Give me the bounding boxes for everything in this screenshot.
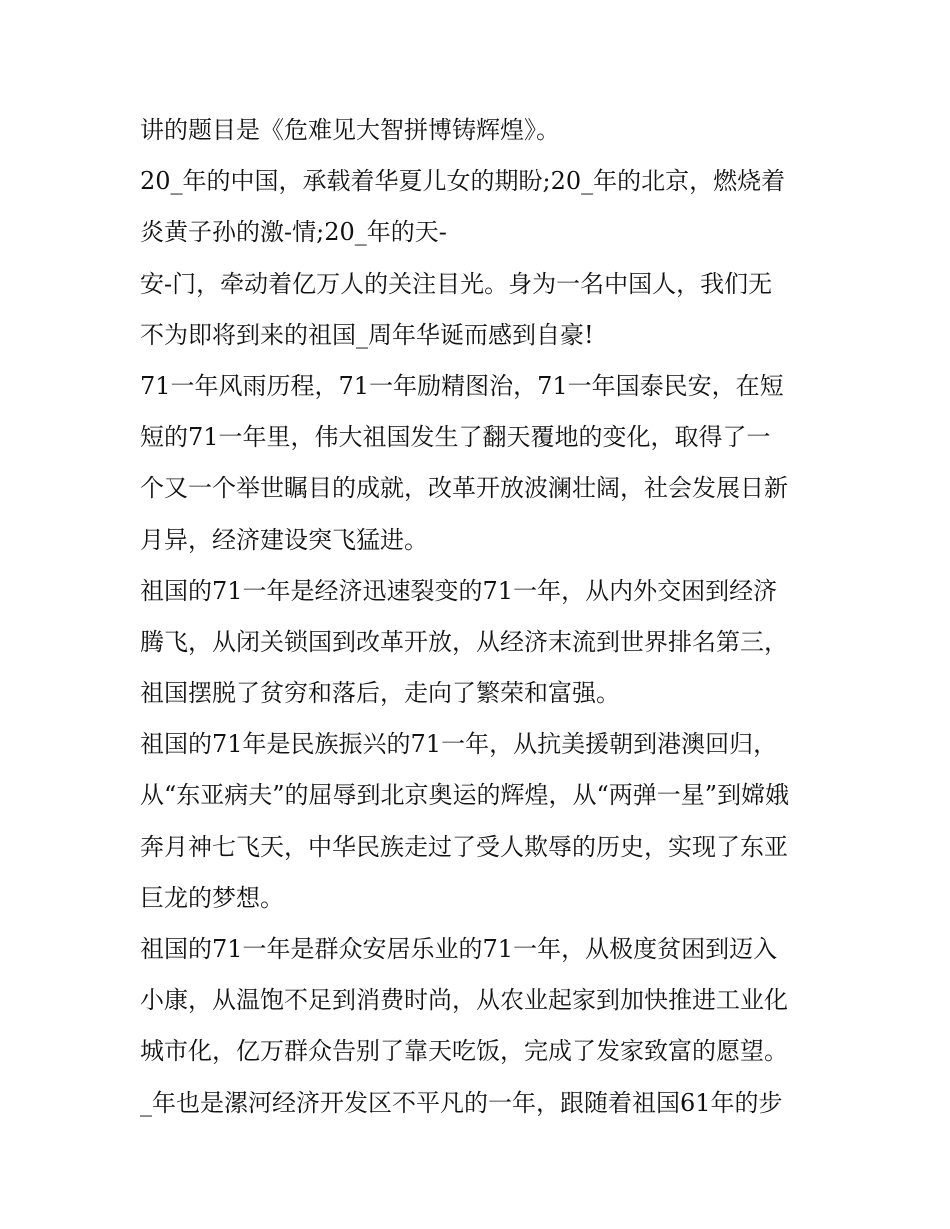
text-line: 20_年的中国，承载着华夏儿女的期盼;20_年的北京，燃烧着 bbox=[140, 167, 786, 196]
document-body bbox=[140, 105, 820, 1129]
text-line: 炎黄子孙的激-情;20_年的天- bbox=[140, 218, 447, 247]
text-line: 短的71一年里，伟大祖国发生了翻天覆地的变化，取得了一 bbox=[140, 423, 771, 452]
text-line: 祖国的71一年是群众安居乐业的71一年，从极度贫困到迈入 bbox=[140, 935, 778, 963]
text-line: 城市化，亿万群众告别了靠天吃饭，完成了发家致富的愿望。 bbox=[140, 1037, 788, 1066]
text-line: 祖国的71年是民族振兴的71一年，从抗美援朝到港澳回归， bbox=[140, 730, 778, 759]
text-line: 小康，从温饱不足到消费时尚，从农业起家到加快推进工业化 bbox=[140, 986, 788, 1015]
text-line: 安-门，牵动着亿万人的关注目光。身为一名中国人，我们无 bbox=[140, 269, 773, 298]
text-line: 月异，经济建设突飞猛进。 bbox=[140, 525, 428, 554]
text-line: 71一年风雨历程，71一年励精图治，71一年国泰民安，在短 bbox=[140, 371, 784, 400]
text-line: 腾飞，从闭关锁国到改革开放，从经济末流到世界排名第三， bbox=[140, 627, 788, 656]
text-line: 个又一个举世瞩目的成就，改革开放波澜壮阔，社会发展日新 bbox=[140, 474, 788, 503]
text-line: 奔月神七飞天，中华民族走过了受人欺辱的历史，实现了东亚 bbox=[140, 832, 788, 861]
text-line: 祖国的71一年是经济迅速裂变的71一年，从内外交困到经济 bbox=[140, 576, 778, 605]
text-line: 讲的题目是《危难见大智拼博铸辉煌》。 bbox=[140, 116, 560, 144]
text-line: 从“东亚病夫”的屈辱到北京奥运的辉煌，从“两弹一星”到嫦娥 bbox=[140, 781, 790, 810]
text-line: 不为即将到来的祖国_周年华诞而感到自豪! bbox=[140, 320, 594, 349]
text-line: 祖国摆脱了贫穷和落后，走向了繁荣和富强。 bbox=[140, 679, 620, 708]
text-line: 巨龙的梦想。 bbox=[140, 883, 284, 912]
text-line: _年也是漯河经济开发区不平凡的一年，跟随着祖国61年的步 bbox=[140, 1088, 783, 1117]
